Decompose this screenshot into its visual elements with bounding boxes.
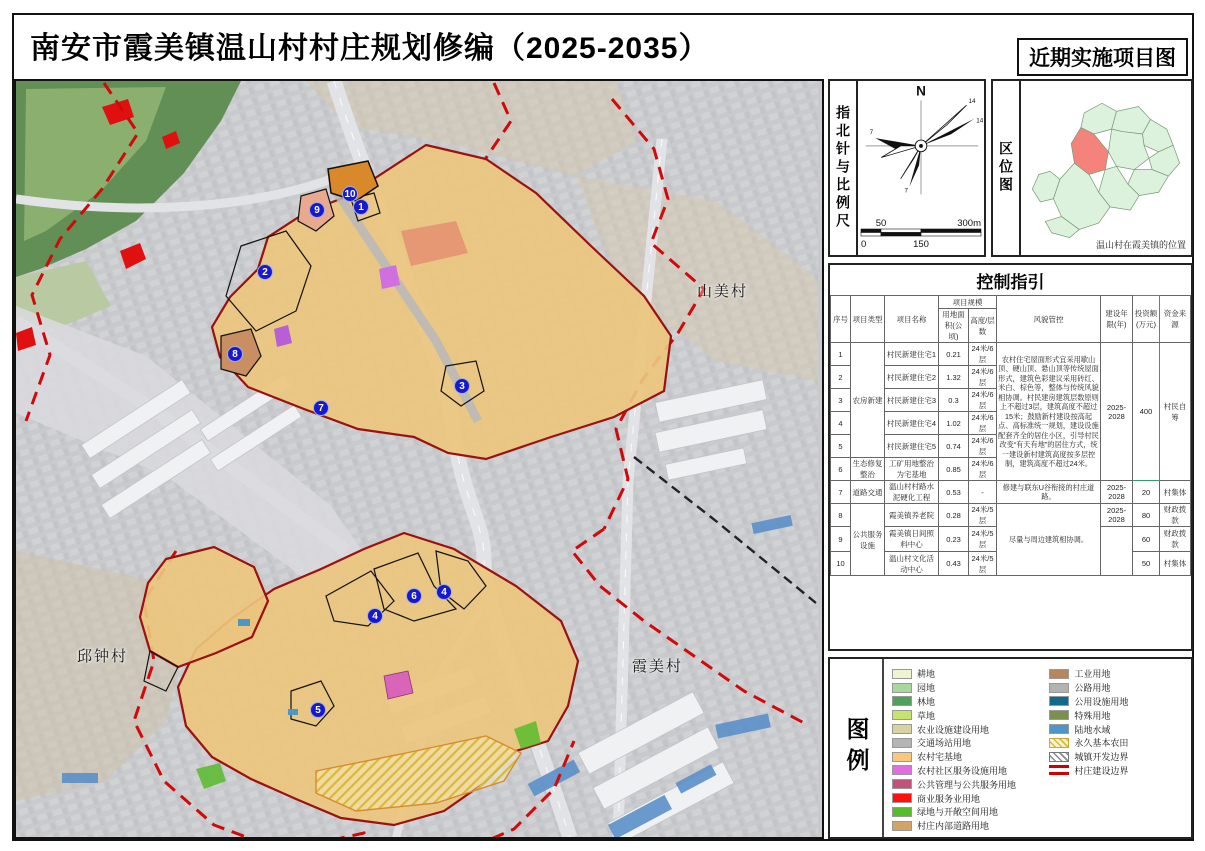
col-no: 序号 [831,296,851,343]
project-marker-4: 4 [367,608,383,624]
legend-item [892,708,1045,722]
legend-label: 林地 [917,696,936,707]
legend-label: 永久基本农田 [1074,738,1129,749]
color-swatch [1049,669,1069,679]
legend-label: 村庄内部道路用地 [917,821,990,832]
legend-item [892,667,1045,681]
color-swatch [892,669,912,679]
period-1-6: 2025-2028 [1101,343,1133,481]
table-row: 4 村民新建住宅4 1.02 24米/6层 [831,412,1191,435]
legend-label: 商业服务业用地 [917,793,981,804]
col-investment: 投资额(万元) [1133,296,1160,343]
satellite-map [14,79,824,839]
legend-label: 村庄建设边界 [1074,765,1129,776]
project-marker-7: 7 [313,400,329,416]
table-row: 9 霞美镇日间照料中心 0.23 24米/5层 60 财政拨款 [831,527,1191,552]
legend-label: 绿地与开敞空间用地 [917,807,999,818]
table-row: 1 农房新建 村民新建住宅1 0.21 24米/6层 农村住宅屋面形式宜采用歇山顶、硬山顶、悬山顶等传统屋面形式，建筑色彩建议采用砖红、米白、棕色等，整体与传统风貌相协调。村民建房建筑层数原则上不超过3层，建筑高度不超过15米；鼓励新村建设按高起点、高标准统一规划，建设设施配套齐全的居住小区，引导村民改变“有天有地”的居住方式，统一建设新村建筑高度按多层控制，建筑高度不超过24米。 2025-2028 400 村民自筹 [831,343,1191,366]
location-panel [991,79,1193,257]
color-swatch [892,738,912,748]
content [14,79,1192,839]
type-farmhouse: 农房新建 [851,343,885,458]
scale-300m: 300m [957,218,981,229]
legend-label: 公用设施用地 [1074,696,1129,707]
table-row: 2 村民新建住宅2 1.32 24米/6层 [831,366,1191,389]
rose-label-14b: 14 [976,117,984,125]
color-swatch [892,683,912,693]
legend-strip [830,659,884,837]
scale-0: 0 [861,239,867,250]
table-row: 6 生态修复整治 工矿用地整治为宅基地 0.85 24米/6层 [831,458,1191,481]
location-panel-label: 区位图 [993,81,1021,255]
legend-label: 特殊用地 [1074,710,1111,721]
sheet-name-box: 近期实施项目图 [1017,38,1188,76]
legend-label: 公路用地 [1074,683,1111,694]
legend-label: 交通场站用地 [917,738,972,749]
rose-label-7a: 7 [869,129,874,137]
legend-item [1049,681,1187,695]
project-marker-4: 4 [436,584,452,600]
hatch-yellow-swatch [1049,738,1069,748]
legend-label: 农村社区服务设施用地 [917,765,1008,776]
project-marker-3: 3 [454,378,470,394]
style-guidance-1-6: 农村住宅屋面形式宜采用歇山顶、硬山顶、悬山顶等传统屋面形式，建筑色彩建议采用砖红、米白、棕色等，整体与传统风貌相协调。村民建房建筑层数原则上不超过3层，建筑高度不超过15米；鼓励新村建设按高起点、高标准统一规划，建设设施配套齐全的居住小区，引导村民改变“有天有地”的居住方式，统一建设新村建筑高度按多层控制，建筑高度不超过24米。 [997,343,1101,481]
style-guidance-7: 修建与联东U谷衔接的村庄道路。 [997,481,1101,504]
legend-column-right [1049,667,1187,833]
legend-label: 公共管理与公共服务用地 [917,779,1017,790]
col-scale-group: 项目规模 [939,296,997,309]
color-swatch [892,779,912,789]
control-guide-title: 控制指引 [976,273,1045,292]
north-label: N [916,83,926,99]
legend-label: 耕地 [917,669,936,680]
legend-item [1049,722,1187,736]
legend-label: 草地 [917,710,936,721]
color-swatch [1049,696,1069,706]
fund-1-6: 村民自筹 [1160,343,1191,481]
legend-item [892,764,1045,778]
legend-label: 农业设施建设用地 [917,724,990,735]
legend-label: 农村宅基地 [917,752,963,763]
legend-item [892,722,1045,736]
table-row: 3 村民新建住宅3 0.3 24米/6层 [831,389,1191,412]
color-swatch [1049,724,1069,734]
legend-item [1049,667,1187,681]
hatch-gray-swatch [1049,752,1069,762]
legend-item [1049,736,1187,750]
location-map [1021,81,1191,255]
header [14,15,1192,79]
color-swatch [1049,683,1069,693]
legend-item [1049,708,1187,722]
legend-panel [828,657,1193,839]
double-line-swatch [1049,765,1069,775]
table-row: 10 温山村文化活动中心 0.43 24米/5层 50 村集体 [831,552,1191,576]
project-marker-5: 5 [310,702,326,718]
type-public: 公共服务设施 [851,504,885,576]
project-marker-2: 2 [257,264,273,280]
col-height: 高度/层数 [969,309,997,343]
project-marker-8: 8 [227,346,243,362]
legend-item [1049,764,1187,778]
color-swatch [892,696,912,706]
township-cells [1032,103,1179,237]
project-marker-6: 6 [406,588,422,604]
scale-50: 50 [875,218,887,229]
legend-title: 图例 [843,717,870,779]
legend-item [892,750,1045,764]
compass-body [858,81,984,255]
table-row: 8 公共服务设施 霞美镇养老院 0.28 24米/5层 尽量与周边建筑相协调。 2025-2028 80 财政拨款 [831,504,1191,527]
col-period: 建设年限(年) [1101,296,1133,343]
village-label: 邱钟村 [77,648,129,665]
map-canvas [16,81,818,838]
legend-item [892,805,1045,819]
right-panel [824,79,1193,839]
style-guidance-8-10: 尽量与周边建筑相协调。 [997,504,1101,576]
page-title: 南安市霞美镇温山村村庄规划修编（2025-2035） [30,32,710,65]
village-label: 霞美村 [632,658,684,675]
col-name: 项目名称 [885,296,939,343]
legend-body [884,659,1191,837]
legend-item [892,695,1045,709]
table-row: 7 道路交通 温山村村路水泥硬化工程 0.53 - 修建与联东U谷衔接的村庄道路。 2025-2028 20 村集体 [831,481,1191,504]
village-label: 山美村 [697,283,749,300]
scale-bar [859,217,983,251]
invest-1-6: 400 [1133,343,1160,481]
rose-label-14a: 14 [968,98,976,106]
color-swatch [892,807,912,817]
table-row: 5 村民新建住宅5 0.74 24米/6层 [831,435,1191,458]
color-swatch [892,752,912,762]
legend-label: 陆地水域 [1074,724,1111,735]
legend-item [1049,695,1187,709]
control-guide-table [830,295,1191,576]
color-swatch [892,710,912,720]
col-funding: 资金来源 [1160,296,1191,343]
legend-item [892,681,1045,695]
control-guide-panel [828,263,1193,651]
legend-item [892,736,1045,750]
period-9-10-empty [1101,527,1133,576]
location-caption: 温山村在霞美镇的位置 [1095,240,1186,250]
wind-rose [858,83,984,201]
legend-item [892,777,1045,791]
type-eco: 生态修复整治 [852,459,883,479]
color-swatch [892,724,912,734]
legend-item [892,791,1045,805]
color-swatch [1049,710,1069,720]
scale-150: 150 [913,239,929,250]
sheet-frame [12,13,1194,841]
compass-panel-label: 指北针与比例尺 [830,81,858,255]
color-swatch [892,821,912,831]
legend-label: 园地 [917,683,936,694]
legend-item [892,819,1045,833]
color-swatch [892,765,912,775]
col-type: 项目类型 [851,296,885,343]
legend-label: 城镇开发边界 [1074,752,1129,763]
legend-label: 工业用地 [1074,669,1111,680]
project-marker-10: 10 [342,186,358,202]
color-swatch [892,793,912,803]
project-marker-1: 1 [353,199,369,215]
legend-item [1049,750,1187,764]
col-style: 风貌管控 [997,296,1101,343]
legend-column-left [892,667,1045,833]
project-marker-9: 9 [309,202,325,218]
compass-scale-panel [828,79,986,257]
rose-label-7b: 7 [904,187,909,195]
col-area: 用地面积(公顷) [939,309,969,343]
type-road: 道路交通 [851,481,885,504]
